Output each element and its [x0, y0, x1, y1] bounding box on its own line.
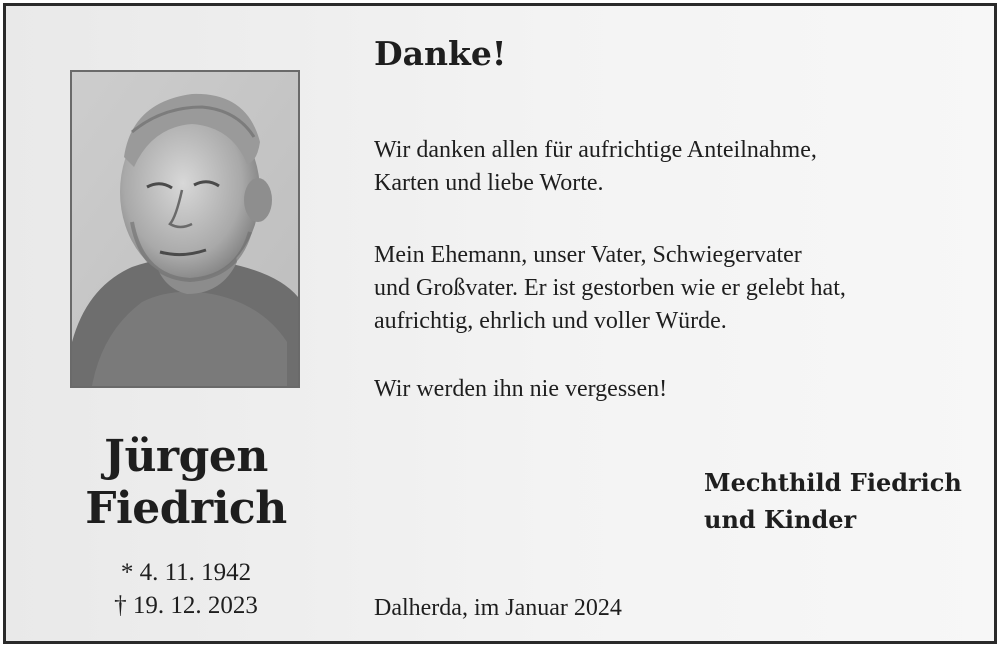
- signature-family: und Kinder: [704, 505, 857, 534]
- heading: Danke!: [374, 34, 507, 73]
- portrait-image: [72, 72, 298, 386]
- closing-paragraph: [374, 373, 964, 406]
- text-line: Wir werden ihn nie vergessen!: [374, 376, 668, 402]
- text-line: Mein Ehemann, unser Vater, Schwiegervater: [374, 242, 802, 268]
- text-line: Wir danken allen für aufrichtige Anteilnahme,: [374, 137, 817, 163]
- thanks-paragraph: [374, 134, 964, 200]
- text-line: und Großvater. Er ist gestorben wie er gelebt hat,: [374, 275, 846, 301]
- obituary-card: [3, 3, 997, 644]
- birth-date: * 4. 11. 1942: [120, 559, 252, 586]
- signature-name: Mechthild Fiedrich: [704, 468, 962, 497]
- death-date: † 19. 12. 2023: [114, 592, 258, 619]
- text-line: Karten und liebe Worte.: [374, 170, 604, 196]
- tribute-paragraph: [374, 239, 964, 338]
- place-and-date: Dalherda, im Januar 2024: [374, 595, 622, 621]
- deceased-last-name: Fiedrich: [85, 483, 287, 534]
- text-line: aufrichtig, ehrlich und voller Würde.: [374, 308, 727, 334]
- deceased-first-name: Jürgen: [104, 431, 268, 482]
- portrait-photo: [70, 70, 300, 388]
